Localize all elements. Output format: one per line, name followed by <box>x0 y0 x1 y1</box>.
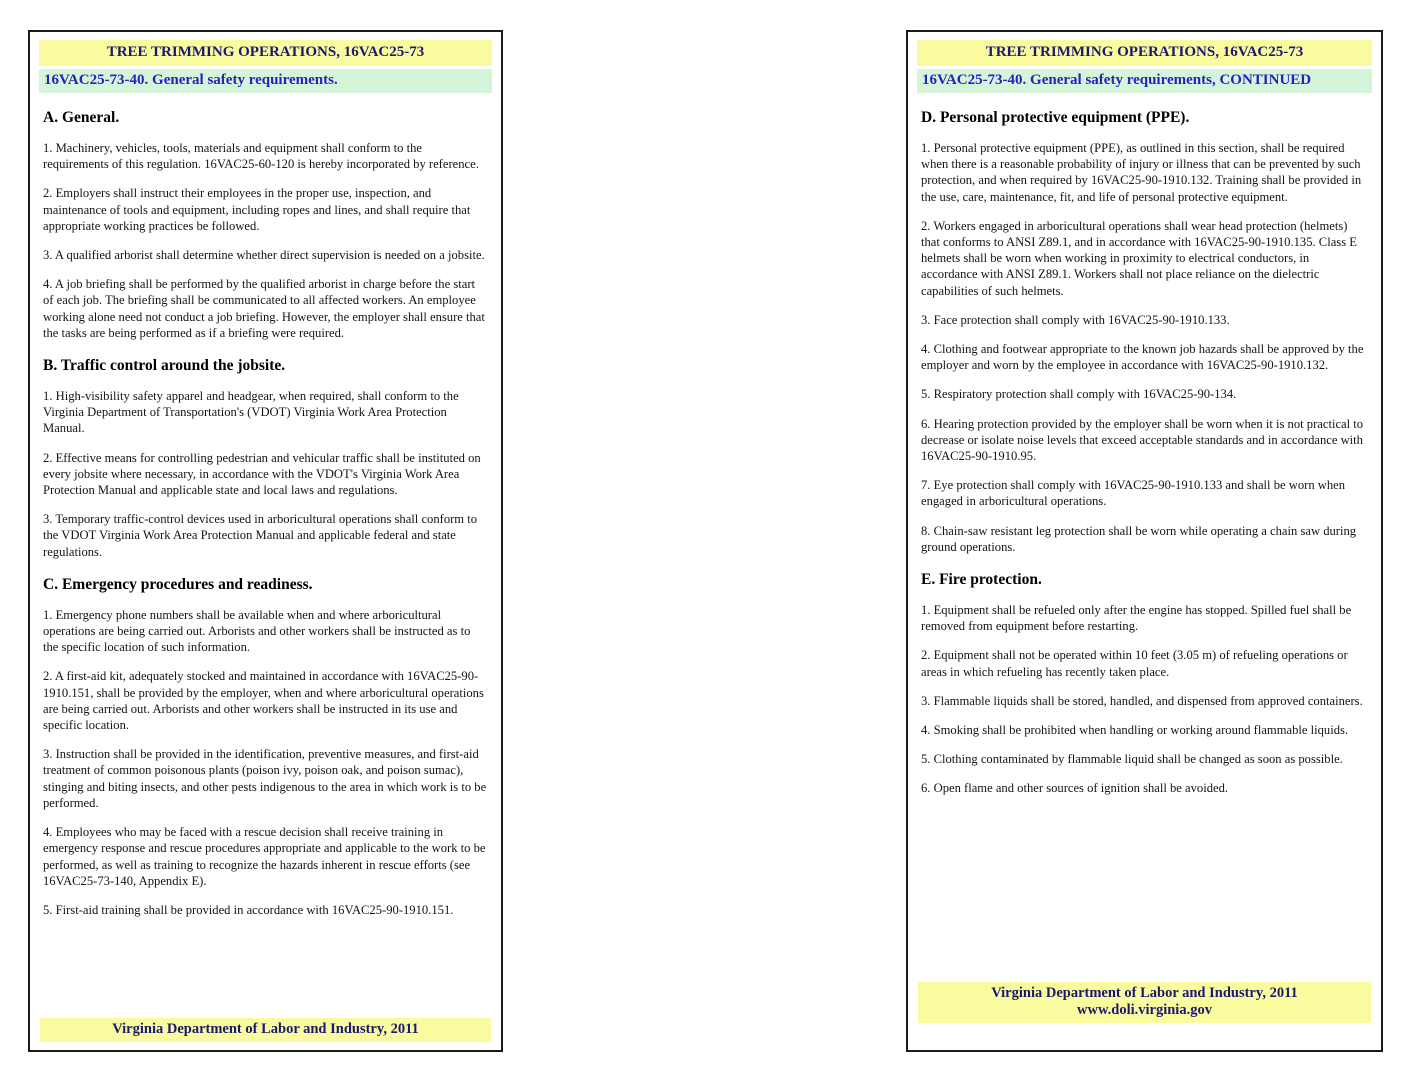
paragraph: 1. Machinery, vehicles, tools, materials and equipment shall conform to the requirements of this regulation. 16VAC25-60-120 is hereby incorporated by reference. <box>43 141 479 172</box>
paragraph: 5. Respiratory protection shall comply with 16VAC25-90-134. <box>921 387 1237 402</box>
paragraph: 4. A job briefing shall be performed by the qualified arborist in charge before the start of each job. The briefing shall be communicated to all affected workers. An employee working alone need not conduct a job briefing. However, the employer shall ensure that the tasks are being performed as if a briefing were required. <box>43 277 485 340</box>
paragraph: 4. Employees who may be faced with a rescue decision shall receive training in emergency response and rescue procedures appropriate and applicable to the work to be performed, as well as training to recognize the hazards inherent in rescue efforts (see 16VAC25-73-140, Appendix E). <box>43 825 486 888</box>
paragraph: 3. Instruction shall be provided in the identification, preventive measures, and first-aid treatment of common poisonous plants (poison ivy, poison oak, and poison sumac), stinging and biting insects, and other pests indigenous to the area in which work is to be performed. <box>43 747 487 810</box>
paragraph: 2. Effective means for controlling pedestrian and vehicular traffic shall be instituted on every jobsite where necessary, in accordance with the VDOT's Virginia Work Area Protection Manual and applicable state and local laws and regulations. <box>43 450 481 498</box>
footer-banner <box>40 1018 491 1042</box>
footer-line: Virginia Department of Labor and Industry, 2011 <box>112 1021 419 1037</box>
paragraph: 6. Open flame and other sources of ignition shall be avoided. <box>921 781 1229 796</box>
paragraph: 2. A first-aid kit, adequately stocked and maintained in accordance with 16VAC25-90-1910.151, shall be provided by the employer, when and where arboricultural operations are being carried out. Arborists and other workers shall be instructed in its use and specific location. <box>43 669 484 733</box>
page-title-banner: TREE TRIMMING OPERATIONS, 16VAC25-73 <box>917 40 1372 66</box>
page-title-banner: TREE TRIMMING OPERATIONS, 16VAC25-73 <box>39 40 492 66</box>
paragraph: 3. Face protection shall comply with 16VAC25-90-1910.133. <box>921 312 1230 327</box>
regulation-section-banner: 16VAC25-73-40. General safety requirements. <box>39 69 492 93</box>
paragraph: 1. Personal protective equipment (PPE), as outlined in this section, shall be required when there is a reasonable probability of injury or illness that can be prevented by such protection, and when required by 16VAC25-90-1910.132. Training shall be provided in the use, care, maintenance, fit, and life of personal protective equipment. <box>921 141 1362 204</box>
paragraph: 3. Flammable liquids shall be stored, handled, and dispensed from approved containers. <box>921 693 1363 708</box>
paragraph: 5. Clothing contaminated by flammable liquid shall be changed as soon as possible. <box>921 752 1343 767</box>
paragraph: 2. Equipment shall not be operated within 10 feet (3.05 m) of refueling operations or areas in which refueling has recently taken place. <box>921 648 1348 679</box>
paragraph: 1. Equipment shall be refueled only after the engine has stopped. Spilled fuel shall be removed from equipment before restarting. <box>921 603 1352 634</box>
section-heading-a: A. General. <box>43 109 120 126</box>
section-heading-c: C. Emergency procedures and readiness. <box>43 575 313 593</box>
page-right <box>906 30 1383 1052</box>
section-heading-d: D. Personal protective equipment (PPE). <box>921 109 1190 126</box>
page-body <box>908 109 1381 797</box>
paragraph: 8. Chain-saw resistant leg protection shall be worn while operating a chain saw during ground operations. <box>921 523 1357 554</box>
page-left <box>28 30 503 1052</box>
page-body <box>30 109 501 918</box>
paragraph: 4. Smoking shall be prohibited when handling or working around flammable liquids. <box>921 723 1349 738</box>
paragraph: 7. Eye protection shall comply with 16VAC25-90-1910.133 and shall be worn when engaged in arboricultural operations. <box>921 478 1346 509</box>
footer-banner <box>918 982 1371 1023</box>
paragraph: 2. Workers engaged in arboricultural operations shall wear head protection (helmets) that conforms to ANSI Z89.1, and in accordance with 16VAC25-90-1910.135. Class E helmets shall be worn when working in proximity to electrical conductors, in accordance with ANSI Z89.1. Workers shall not place reliance on the dielectric capabilities of such helmets. <box>921 218 1357 298</box>
regulation-section-banner: 16VAC25-73-40. General safety requirements, CONTINUED <box>917 69 1372 93</box>
paragraph: 4. Clothing and footwear appropriate to the known job hazards shall be approved by the employer and worn by the employee in accordance with 16VAC25-90-1910.132. <box>921 342 1364 373</box>
paragraph: 3. Temporary traffic-control devices used in arboricultural operations shall conform to the VDOT Virginia Work Area Protection Manual and applicable federal and state regulations. <box>43 512 478 559</box>
footer-line: Virginia Department of Labor and Industry, 2011 <box>991 985 1298 1001</box>
paragraph: 3. A qualified arborist shall determine whether direct supervision is needed on a jobsite. <box>43 248 485 263</box>
footer-website: www.doli.virginia.gov <box>1077 1002 1212 1018</box>
paragraph: 5. First-aid training shall be provided in accordance with 16VAC25-90-1910.151. <box>43 902 454 917</box>
paragraph: 1. High-visibility safety apparel and headgear, when required, shall conform to the Virginia Department of Transportation's (VDOT) Virginia Work Area Protection Manual. <box>43 389 459 436</box>
paragraph: 2. Employers shall instruct their employees in the proper use, inspection, and maintenance of tools and equipment, including ropes and lines, and shall require that appropriate working practices be followed. <box>43 186 471 233</box>
section-heading-e: E. Fire protection. <box>921 571 1042 589</box>
paragraph: 1. Emergency phone numbers shall be available when and where arboricultural operations are being carried out. Arborists and other workers shall be instructed as to the specific location of such information. <box>43 607 471 655</box>
paragraph: 6. Hearing protection provided by the employer shall be worn when it is not practical to decrease or isolate noise levels that exceed acceptable standards and in accordance with 16VAC25-90-1910.95. <box>921 416 1364 464</box>
section-heading-b: B. Traffic control around the jobsite. <box>43 357 286 375</box>
